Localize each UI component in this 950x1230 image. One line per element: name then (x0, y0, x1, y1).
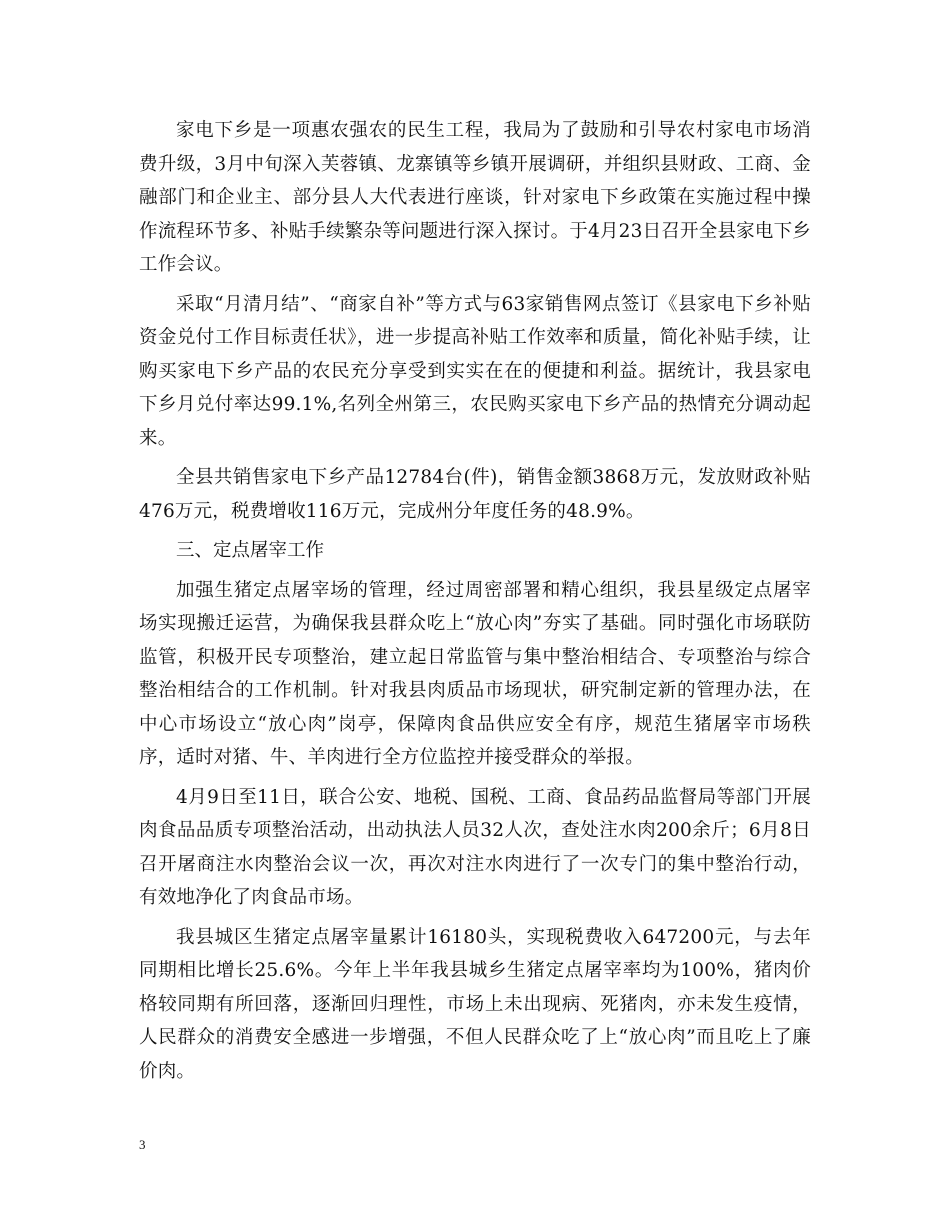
document-body (139, 114, 811, 1094)
paragraph-slaughterhouse-management: 加强生猪定点屠宰场的管理，经过周密部署和精心组织，我县星级定点屠宰场实现搬迁运营，为确保我县群众吃上“放心肉”夯实了基础。同时强化市场联防监管，积极开民专项整治，建立起日常监管与集中整治相结合、专项整治与综合整治相结合的工作机制。针对我县肉质品市场现状，研究制定新的管理办法，在中心市场设立“放心肉”岗亭，保障肉食品供应安全有序，规范生猪屠宰市场秩序，适时对猪、牛、羊肉进行全方位监控并接受群众的举报。 (139, 579, 811, 768)
paragraph-sales-figures: 全县共销售家电下乡产品12784台(件)，销售金额3868万元，发放财政补贴476万元，税费增收116万元，完成州分年度任务的48.9%。 (139, 467, 811, 522)
paragraph-home-appliances-intro: 家电下乡是一项惠农强农的民生工程，我局为了鼓励和引导农村家电市场消费升级，3月中旬深入芙蓉镇、龙寨镇等乡镇开展调研，并组织县财政、工商、金融部门和企业主、部分县人大代表进行座谈，针对家电下乡政策在实施过程中操作流程环节多、补贴手续繁杂等问题进行深入探讨。于4月23日召开全县家电下乡工作会议。 (139, 120, 811, 275)
paragraph-meat-inspection: 4月9日至11日，联合公安、地税、国税、工商、食品药品监督局等部门开展肉食品品质专项整治活动，出动执法人员32人次，查处注水肉200余斤；6月8日召开屠商注水肉整治会议一次，再次对注水肉进行了一次专门的集中整治行动，有效地净化了肉食品市场。 (139, 786, 811, 908)
paragraph-subsidy-measures: 采取“月清月结”、“商家自补”等方式与63家销售网点签订《县家电下乡补贴资金兑付工作目标责任状》，进一步提高补贴工作效率和质量，简化补贴手续，让购买家电下乡产品的农民充分享受到实实在在的便捷和利益。据统计，我县家电下乡月兑付率达99.1%,名列全州第三，农民购买家电下乡产品的热情充分调动起来。 (139, 293, 811, 449)
section-heading: 三、定点屠宰工作 (176, 540, 325, 561)
page-number: 3 (139, 1137, 146, 1152)
paragraph-slaughter-statistics: 我县城区生猪定点屠宰量累计16180头，实现税费收入647200元，与去年同期相比增长25.6%。今年上半年我县城乡生猪定点屠宰率均为100%，猪肉价格较同期有所回落，逐渐回归理性，市场上未出现病、死猪肉，亦未发生疫情，人民群众的消费安全感进一步增强，不但人民群众吃了上“放心肉”而且吃上了廉价肉。 (139, 926, 811, 1082)
